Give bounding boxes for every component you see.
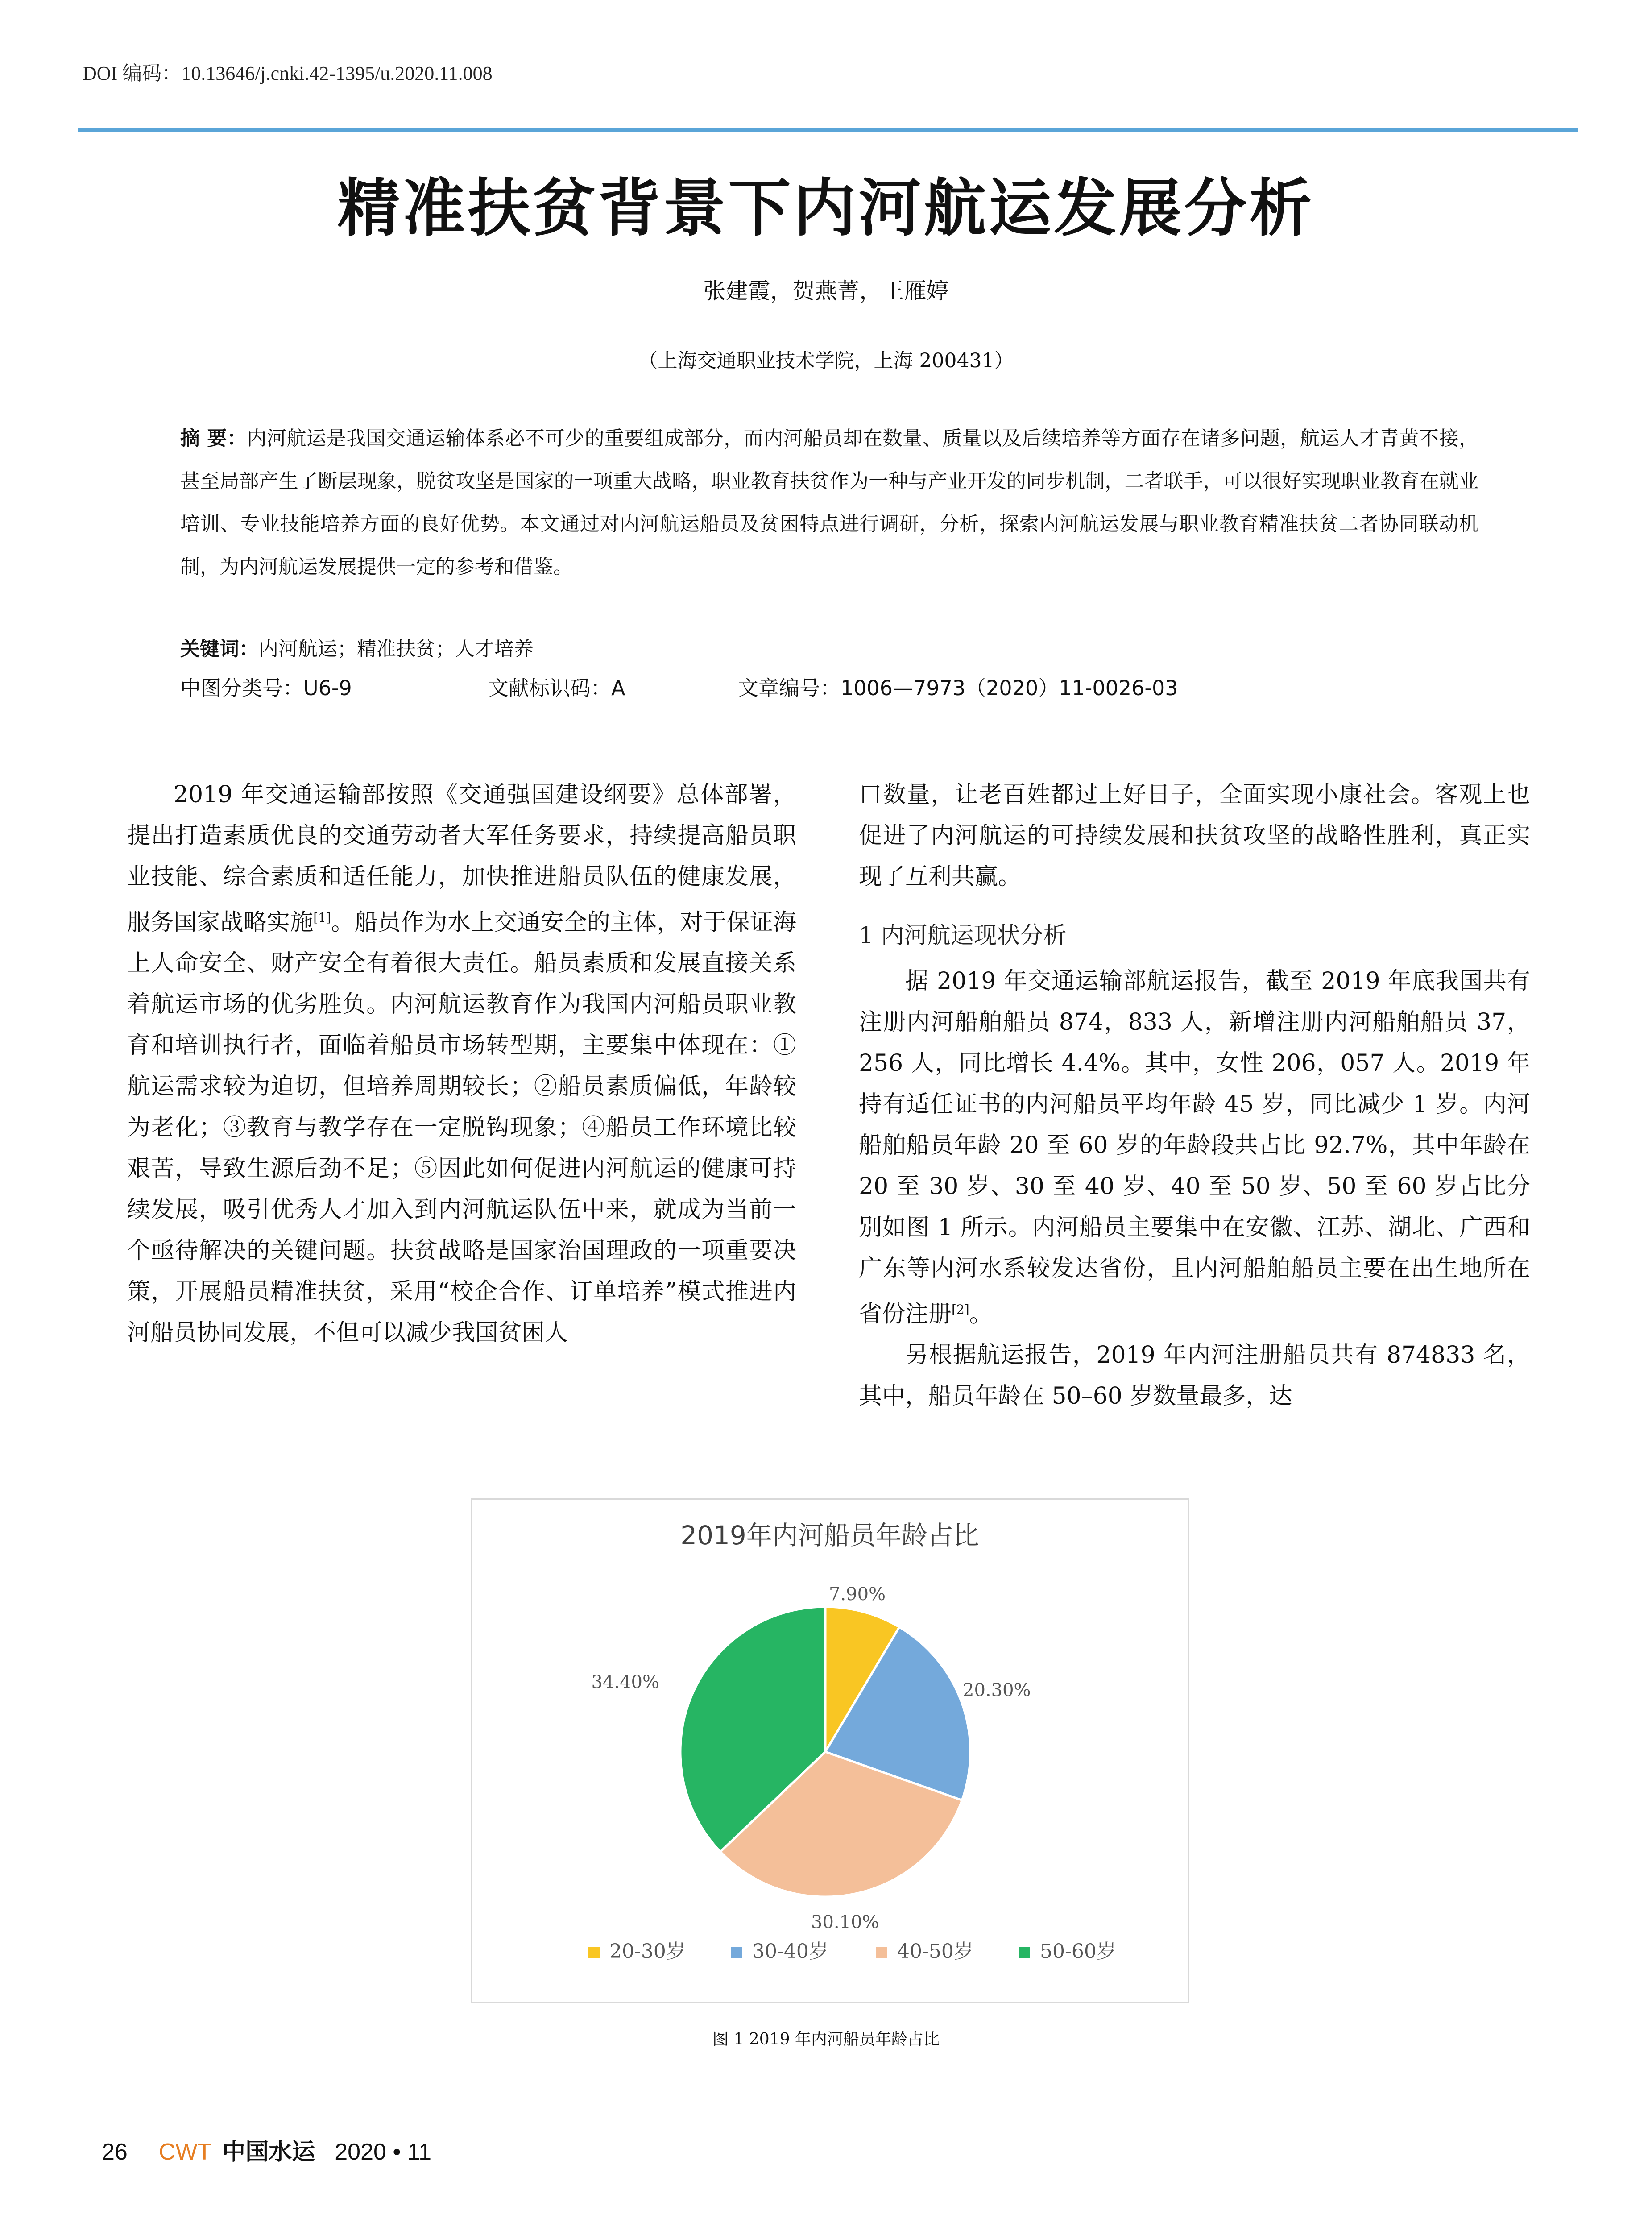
page-number: 26 [102, 2139, 128, 2165]
keywords-text: 内河航运；精准扶贫；人才培养 [259, 638, 534, 660]
chart-legend [588, 1940, 1116, 1963]
figure-caption: 图 1 2019 年内河船员年龄占比 [712, 2030, 940, 2049]
abstract [180, 417, 1478, 589]
abstract-text: 内河航运是我国交通运输体系必不可少的重要组成部分，而内河船员却在数量、质量以及后续培养等方面存在诸多问题，航运人才青黄不接，甚至局部产生了断层现象，脱贫攻坚是国家的一项重大战略，职业教育扶贫作为一种与产业开发的同步机制，二者联手，可以很好实现职业教育在就业培训、专业技能培养方面的良好优势。本文通过对内河航运船员及贫困特点进行调研，分析，探索内河航运发展与职业教育精准扶贫二者协同联动机制，为内河航运发展提供一定的参考和借鉴。 [180, 427, 1478, 578]
paragraph-text: 。 [969, 1301, 993, 1328]
document-code: 文献标识码：A [488, 676, 625, 700]
body-paragraph: 另根据航运报告，2019 年内河注册船员共有 874833 名，其中，船员年龄在 50–60 岁数量最多，达 [859, 1342, 1530, 1410]
section-heading: 1 内河航运现状分析 [859, 922, 1067, 949]
pie-data-label: 7.90% [829, 1584, 886, 1605]
reference-marker: [2] [952, 1302, 969, 1317]
brand-logo: CWT [158, 2139, 212, 2165]
paragraph-text: 据 2019 年交通运输部航运报告，截至 2019 年底我国共有注册内河船舶船员 874，833 人，新增注册内河船舶船员 37，256 人，同比增长 4.4%。其中，女性 206，057 人。2019 年持有适任证书的内河船员平均年龄 45 岁，同比减少 1 岁。内河船舶船员年龄 20 至 60 岁的年龄段共占比 92.7%，其中年龄在 20 至 30 岁、30 至 40 岁、40 至 50 岁、50 至 60 岁占比分别如图 1 所示。内河船员主要集中在安徽、江苏、湖北、广西和广东等内河水系较发达省份，且内河船舶船员主要在出生地所在省份注册 [859, 968, 1530, 1328]
reference-marker: [1] [313, 910, 331, 925]
legend-label: 30-40岁 [752, 1940, 828, 1963]
header-rule [78, 128, 1578, 132]
article-affiliation: （上海交通职业技术学院，上海 200431） [638, 349, 1014, 372]
paragraph-text: 。船员作为水上交通安全的主体，对于保证海上人命安全、财产安全有着很大责任。船员素质和发展直接关系着航运市场的优劣胜负。内河航运教育作为我国内河船员职业教育和培训执行者，面临着船员市场转型期，主要集中体现在：①航运需求较为迫切，但培养周期较长；②船员素质偏低，年龄较为老化；③教育与教学存在一定脱钩现象；④船员工作环境比较艰苦，导致生源后劲不足；⑤因此如何促进内河航运的健康可持续发展，吸引优秀人才加入到内河航运队伍中来，就成为当前一个亟待解决的关键问题。扶贫战略是国家治国理政的一项重要决策，开展船员精准扶贫，采用“校企合作、订单培养”模式推进内河船员协同发展，不但可以减少我国贫困人 [127, 909, 796, 1347]
pie-slices [680, 1607, 970, 1897]
clc-number: 中图分类号：U6-9 [180, 676, 352, 700]
chart-title: 2019年内河船员年龄占比 [680, 1520, 979, 1551]
paragraph-text: 2019 年交通运输部按照《交通强国建设纲要》总体部署，提出打造素质优良的交通劳动者大军任务要求，持续提高船员职业技能、综合素质和适任能力，加快推进船员队伍的健康发展，服务国家战略实施 [127, 781, 796, 936]
issue-number: 2020 • 11 [335, 2139, 432, 2165]
legend-swatch [876, 1947, 887, 1958]
abstract-label: 摘 要： [180, 427, 247, 450]
body-column-left [127, 774, 796, 1353]
doi-line: DOI 编码：10.13646/j.cnki.42-1395/u.2020.11.008 [83, 62, 493, 84]
pie-data-label: 30.10% [811, 1912, 879, 1932]
keywords [180, 633, 534, 661]
pie-data-label: 20.30% [963, 1680, 1031, 1700]
article-title: 精准扶贫背景下内河航运发展分析 [337, 172, 1315, 245]
article-number: 文章编号：1006—7973（2020）11-0026-03 [738, 676, 1178, 700]
body-paragraph [127, 774, 796, 1353]
body-paragraph [859, 961, 1530, 1335]
legend-label: 50-60岁 [1040, 1940, 1116, 1963]
article-authors: 张建霞，贺燕菁，王雁婷 [703, 278, 949, 304]
legend-swatch [1019, 1947, 1030, 1958]
legend-label: 40-50岁 [897, 1940, 973, 1963]
pie-data-label: 34.40% [591, 1672, 659, 1692]
pie-chart-figure [471, 1498, 1189, 2003]
legend-swatch [588, 1947, 600, 1958]
legend-swatch [731, 1947, 742, 1958]
legend-label: 20-30岁 [609, 1940, 686, 1963]
keywords-label: 关键词： [180, 638, 259, 660]
pie-chart [472, 1500, 1188, 2002]
body-column-right [859, 774, 1530, 1417]
magazine-name: 中国水运 [222, 2139, 315, 2165]
page-footer [102, 2133, 431, 2166]
body-paragraph: 口数量，让老百姓都过上好日子，全面实现小康社会。客观上也促进了内河航运的可持续发展和扶贫攻坚的战略性胜利，真正实现了互利共赢。 [859, 781, 1530, 890]
